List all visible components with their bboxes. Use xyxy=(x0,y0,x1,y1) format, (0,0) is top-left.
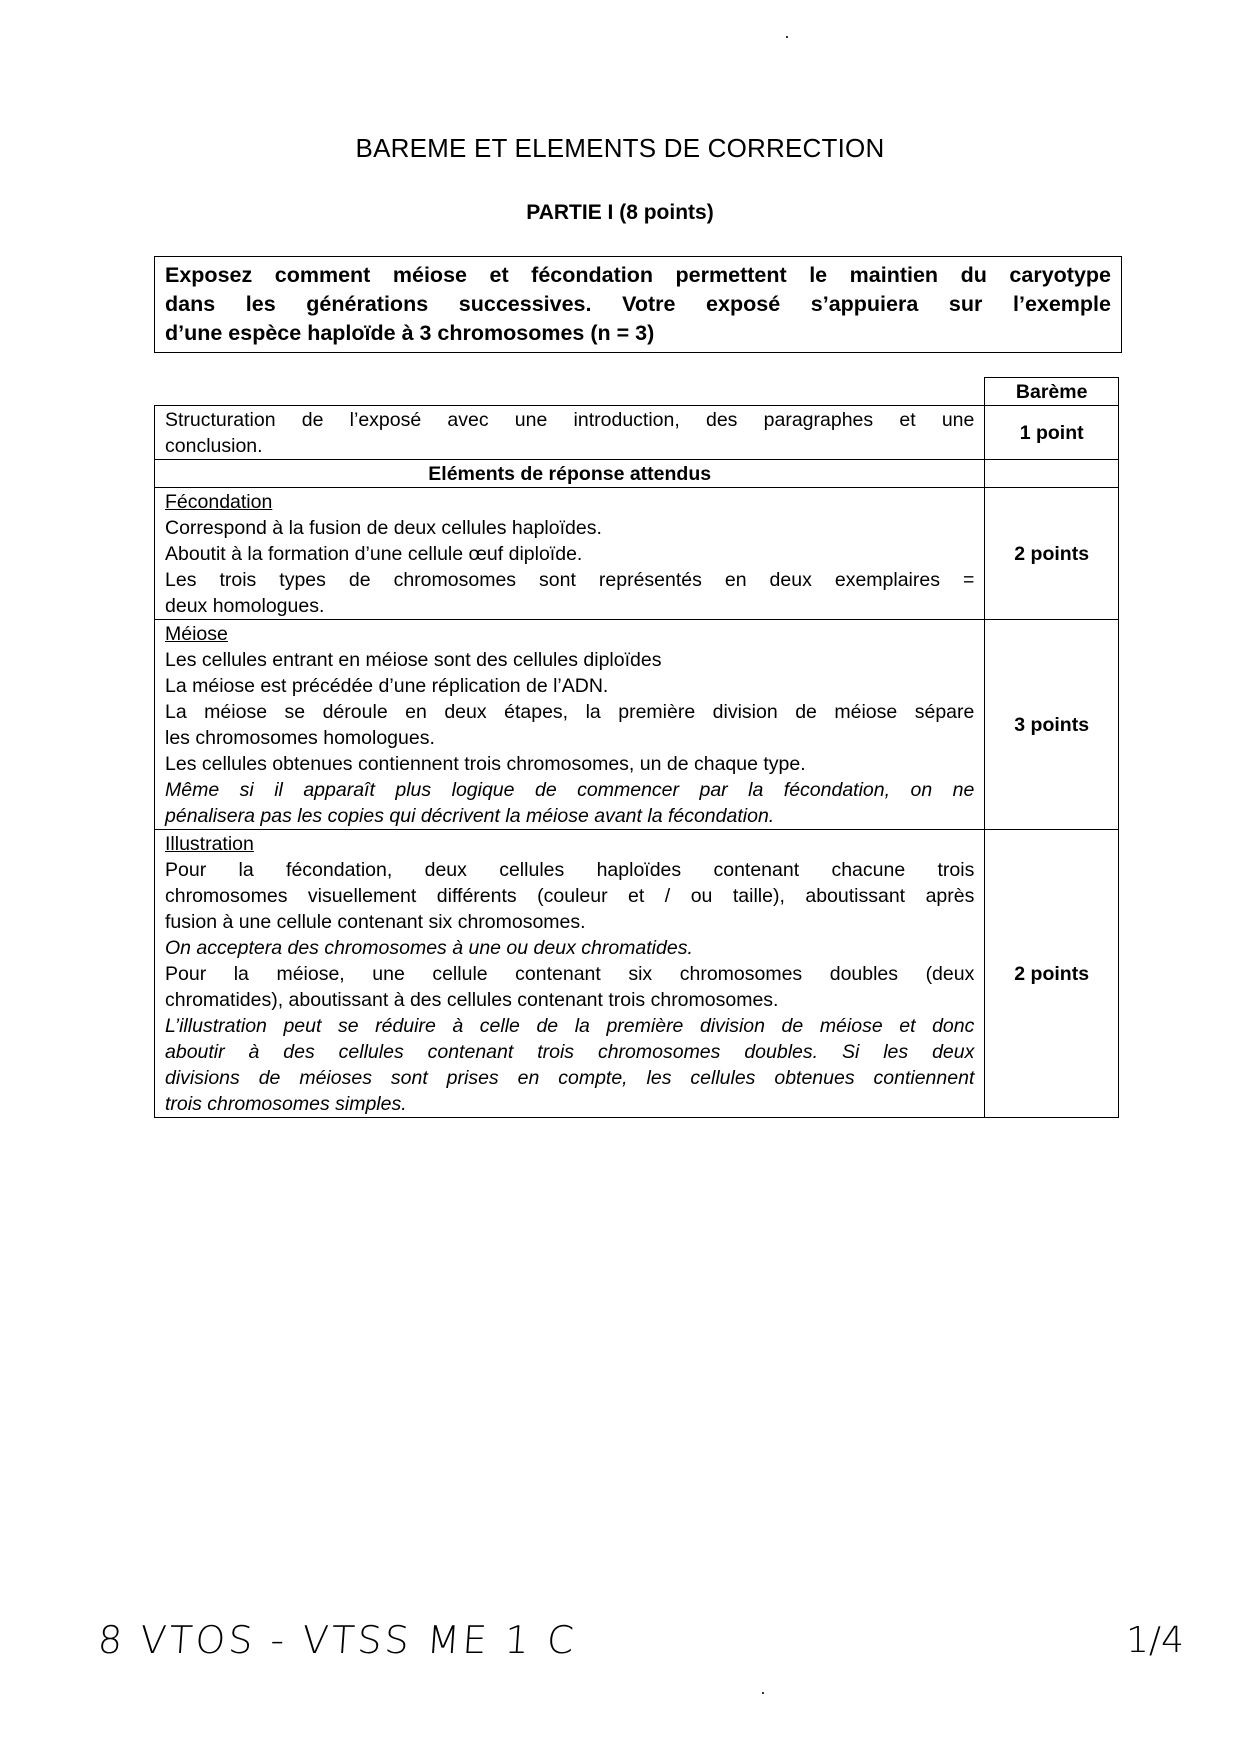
section-note: trois chromosomes simples. xyxy=(165,1093,407,1115)
structure-line: conclusion. xyxy=(165,435,263,457)
section-title: Illustration xyxy=(165,833,254,855)
question-line: dans les générations successives. Votre exposé s’appuiera sur l’exemple xyxy=(165,292,1111,316)
meiose-text xyxy=(155,620,985,830)
illustration-points: 2 points xyxy=(985,830,1119,1118)
section-note: Même si il apparaît plus logique de commencer par la fécondation, on ne xyxy=(165,779,975,801)
section-note: L’illustration peut se réduire à celle de la première division de méiose et donc xyxy=(165,1015,975,1037)
section-line: Correspond à la fusion de deux cellules haploïdes. xyxy=(165,517,602,539)
section-line: Les cellules obtenues contiennent trois chromosomes, un de chaque type. xyxy=(165,753,806,775)
section-line: les chromosomes homologues. xyxy=(165,727,435,749)
meiose-points: 3 points xyxy=(985,620,1119,830)
section-line: Les cellules entrant en méiose sont des cellules diploïdes xyxy=(165,649,662,671)
section-title: Méiose xyxy=(165,623,228,645)
empty-cell xyxy=(985,460,1119,488)
section-title: Fécondation xyxy=(165,491,273,513)
question-line: d’une espèce haploïde à 3 chromosomes (n = 3) xyxy=(165,321,655,345)
question-line: Exposez comment méiose et fécondation permettent le maintien du caryotype xyxy=(165,263,1111,287)
meiose-row xyxy=(155,620,1119,830)
elements-header: Eléments de réponse attendus xyxy=(155,460,985,488)
structure-line: Structuration de l’exposé avec une introduction, des paragraphes et une xyxy=(165,409,975,431)
elements-header-row xyxy=(155,460,1119,488)
section-note: divisions de méioses sont prises en compte, les cellules obtenues contiennent xyxy=(165,1067,975,1089)
handwritten-code: 8 VTOS - VTSS ME 1 C xyxy=(96,1618,579,1662)
section-line: La méiose se déroule en deux étapes, la première division de méiose sépare xyxy=(165,701,975,723)
page-title: BAREME ET ELEMENTS DE CORRECTION xyxy=(355,133,885,163)
handwritten-page-number: 1/4 xyxy=(1126,1620,1184,1661)
fecondation-points: 2 points xyxy=(985,488,1119,620)
section-note: On acceptera des chromosomes à une ou deux chromatides. xyxy=(165,937,693,959)
section-line: chromosomes visuellement différents (couleur et / ou taille), aboutissant après xyxy=(165,885,975,907)
section-line: Pour la méiose, une cellule contenant six chromosomes doubles (deux xyxy=(165,963,975,985)
section-note: pénalisera pas les copies qui décrivent la méiose avant la fécondation. xyxy=(165,805,775,827)
fecondation-text xyxy=(155,488,985,620)
part-title: PARTIE I (8 points) xyxy=(526,201,714,224)
structure-text xyxy=(155,406,985,460)
illustration-row xyxy=(155,830,1119,1118)
section-line: chromatides), aboutissant à des cellules contenant trois chromosomes. xyxy=(165,989,779,1011)
section-note: aboutir à des cellules contenant trois chromosomes doubles. Si les deux xyxy=(165,1041,975,1063)
structure-points: 1 point xyxy=(985,406,1119,460)
structure-row xyxy=(155,406,1119,460)
grading-table xyxy=(154,377,1119,1118)
table-header-row xyxy=(155,378,1119,406)
question-box xyxy=(154,256,1122,353)
section-line: deux homologues. xyxy=(165,595,325,617)
bareme-header: Barème xyxy=(985,378,1119,406)
section-line: Les trois types de chromosomes sont représentés en deux exemplaires = xyxy=(165,569,975,591)
section-line: Aboutit à la formation d’une cellule œuf diploïde. xyxy=(165,543,583,565)
fecondation-row xyxy=(155,488,1119,620)
empty-header-cell xyxy=(155,378,985,406)
illustration-text xyxy=(155,830,985,1118)
section-line: fusion à une cellule contenant six chromosomes. xyxy=(165,911,586,933)
section-line: La méiose est précédée d’une réplication de l’ADN. xyxy=(165,675,609,697)
section-line: Pour la fécondation, deux cellules haploïdes contenant chacune trois xyxy=(165,859,975,881)
